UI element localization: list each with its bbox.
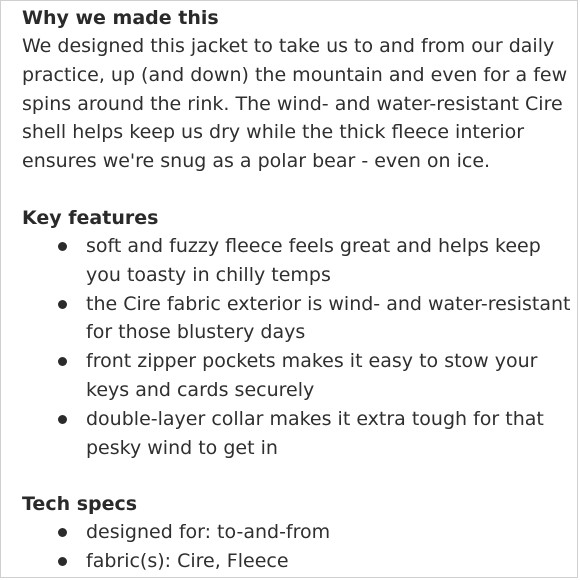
list-item xyxy=(22,518,572,547)
key-features-list xyxy=(22,232,572,462)
bullet-icon xyxy=(58,300,67,309)
bullet-icon xyxy=(58,415,67,424)
list-item xyxy=(22,232,572,290)
key-features-heading: Key features xyxy=(22,206,159,229)
bullet-icon xyxy=(58,242,67,251)
tech-specs-heading: Tech specs xyxy=(22,493,138,516)
bullet-icon xyxy=(58,528,67,537)
tech-specs-list xyxy=(22,518,572,576)
spec-text: designed for: to-and-from xyxy=(86,521,331,544)
section-spacer xyxy=(22,462,572,490)
bullet-icon xyxy=(58,357,67,366)
why-we-made-this-heading: Why we made this xyxy=(22,7,219,29)
section-spacer xyxy=(22,176,572,204)
list-item xyxy=(22,547,572,576)
feature-text: double-layer collar makes it extra tough for that pesky wind to get in xyxy=(86,407,544,459)
why-we-made-this-paragraph: We designed this jacket to take us to and from our daily practice, up (and down) the mountain and even for a few spins around the rink. The wind- and water-resistant Cire shell helps keep us dry while the thick fleece interior ensures we're snug as a polar bear - even on ice. xyxy=(22,35,568,173)
product-description xyxy=(22,4,572,576)
list-item xyxy=(22,290,572,348)
feature-text: front zipper pockets makes it easy to stow your keys and cards securely xyxy=(86,350,538,401)
list-item xyxy=(22,347,572,405)
spec-text: fabric(s): Cire, Fleece xyxy=(86,550,289,573)
list-item xyxy=(22,405,572,463)
bullet-icon xyxy=(58,557,67,566)
feature-text: the Cire fabric exterior is wind- and water-resistant for those blustery days xyxy=(86,292,571,344)
feature-text: soft and fuzzy fleece feels great and helps keep you toasty in chilly temps xyxy=(86,234,541,286)
